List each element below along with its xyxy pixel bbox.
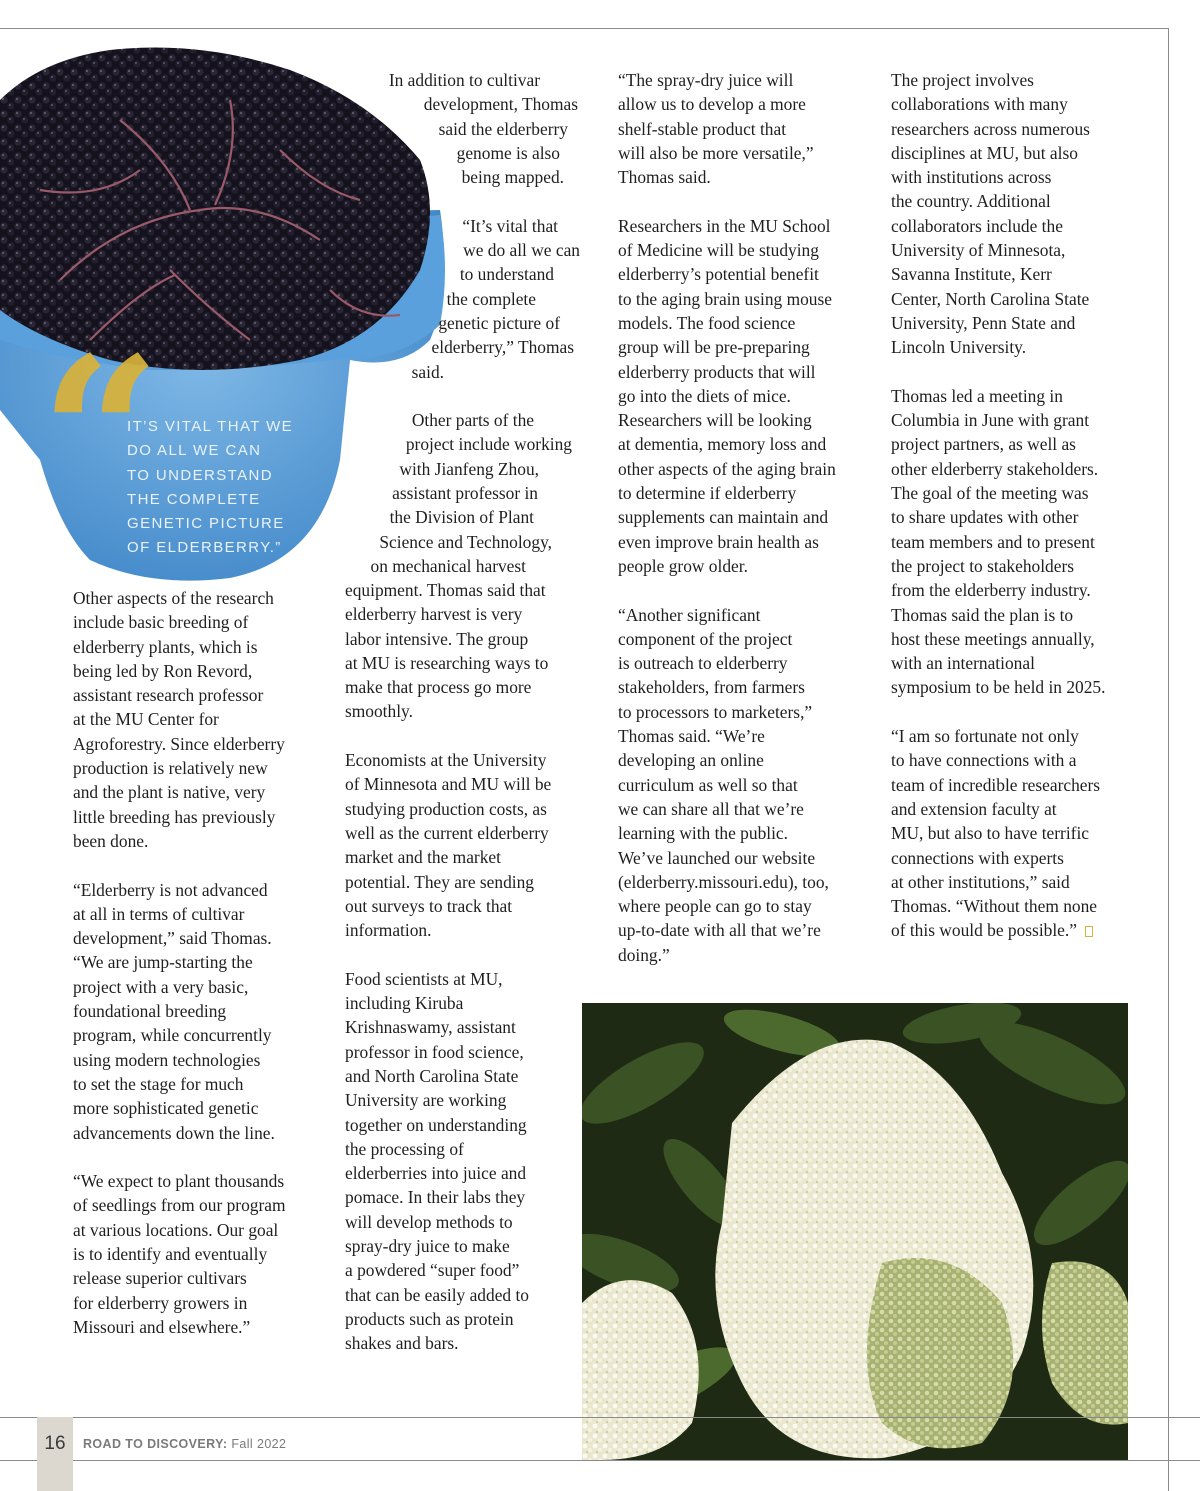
- footer-rule: [0, 1460, 1200, 1461]
- running-footer: [83, 1437, 286, 1451]
- page-number: 16: [44, 1433, 66, 1454]
- paragraph: “We expect to plant thousands of seedlings from our program at various locations. Our goal is to identify and eventually release superior cultivars for elderberry growers in Missouri and elsewhere.”: [73, 1171, 286, 1337]
- column-2-wrap: [300, 68, 580, 578]
- paragraph: Other parts of the project include working with Jianfeng Zhou, assistant professor in the Division of Plant Science and Technology, on mechanical harvest: [370, 410, 572, 576]
- paragraph: Other aspects of the research include basic breeding of elderberry plants, which is being led by Ron Revord, assistant research professor at the MU Center for Agroforestry. Since elderberry production is relatively new and the plant is native, very little breeding has previously been done.: [73, 588, 285, 851]
- paragraph: “Elderberry is not advanced at all in terms of cultivar development,” said Thomas. “We are jump-starting the project with a very basic, foundational breeding program, while concurrently using modern technologies to set the stage for much more sophisticated genetic advancements down the line.: [73, 879, 275, 1143]
- paragraph: Researchers in the MU School of Medicine will be studying elderberry’s potential benefit to the aging brain using mouse models. The food science group will be pre-preparing elderberry products that will go into the diets of mice. Researchers will be looking at dementia, memory loss and other aspects of the aging brain to determine if elderberry supplements can maintain and even improve brain health as people grow older.: [618, 215, 836, 576]
- elderflower-photo: [582, 1003, 1128, 1460]
- paragraph: The project involves collaborations with many researchers across numerous disciplines at MU, but also with institutions across the country. Additional collaborators include the University of Minnesota, Savanna Institute, Kerr Center, North Carolina State University, Penn State and Lincoln University.: [891, 70, 1090, 358]
- column-2: [345, 578, 551, 1356]
- issue-date: Fall 2022: [231, 1437, 287, 1451]
- page-border-right: [1168, 28, 1169, 1491]
- column-3: [618, 68, 836, 967]
- paragraph: equipment. Thomas said that elderberry harvest is very labor intensive. The group at MU is researching ways to make that process go more smoothly.: [345, 580, 549, 722]
- paragraph: In addition to cultivar development, Thomas said the elderberry genome is also being mapped.: [388, 70, 578, 188]
- paragraph: Food scientists at MU, including Kiruba Krishnaswamy, assistant professor in food science, and North Carolina State University are working together on understanding the processing of elderberries into juice and pomace. In their labs they will develop methods to spray-dry juice to make a powdered “super food” that can be easily added to products such as protein shakes and bars.: [345, 968, 529, 1354]
- column-4: [891, 68, 1105, 943]
- paragraph: “It’s vital that we do all we can to understand the complete genetic picture of elderberry,” Thomas said.: [411, 215, 580, 382]
- column-1: [73, 586, 286, 1339]
- paragraph: “Another significant component of the project is outreach to elderberry stakeholders, from farmers to processors to marketers,” Thomas said. “We’re developing an online curriculum as well so that we can share all that we’re learning with the public. We’ve launched our website (elderberry.missouri.edu), too, where people can go to stay up-to-date with all that we’re doing.”: [618, 604, 829, 965]
- publication-title: ROAD TO DISCOVERY:: [83, 1437, 228, 1451]
- paragraph: “I am so fortunate not only to have connections with a team of incredible researchers and extension faculty at MU, but also to have terrific connections with experts at other institutions,” said Thomas. “Without them none of this would be possible.”: [891, 726, 1101, 941]
- footer-rule: [0, 1417, 1200, 1418]
- end-of-story-icon: [1085, 926, 1093, 937]
- paragraph: Economists at the University of Minnesota and MU will be studying production costs, as well as the current elderberry market and the market potential. They are sending out surveys to track that information.: [345, 750, 552, 941]
- paragraph: “The spray-dry juice will allow us to develop a more shelf-stable product that will also be more versatile,” Thomas said.: [618, 70, 814, 188]
- page-border-top: [0, 28, 1169, 29]
- pull-quote: IT’S VITAL THAT WE DO ALL WE CAN TO UNDERSTAND THE COMPLETE GENETIC PICTURE OF ELDERBERRY.”: [127, 418, 294, 557]
- quote-mark-icon: “: [40, 311, 161, 558]
- paragraph: Thomas led a meeting in Columbia in June with grant project partners, as well as other elderberry stakeholders. The goal of the meeting was to share updates with other team members and to present the project to stakeholders from the elderberry industry. Thomas said the plan is to host these meetings annually, with an international symposium to be held in 2025.: [891, 385, 1106, 698]
